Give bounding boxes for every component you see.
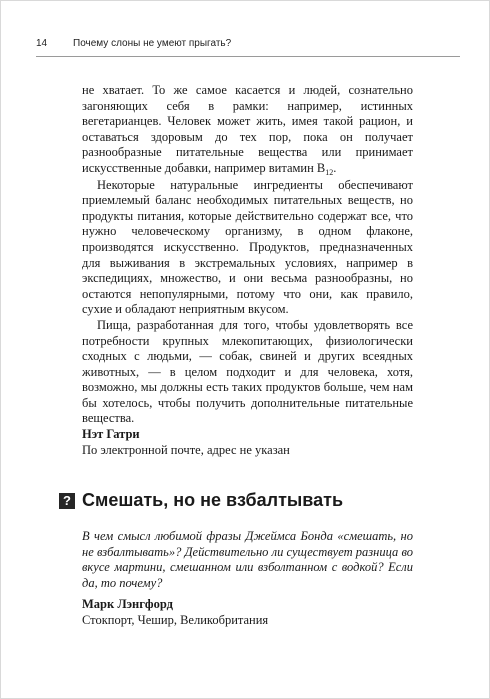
question-text: В чем смысл любимой фразы Джеймса Бонда «смешать, но не взбалтывать»? Действительно ли существует разница во вкусе мартини, смешанном или взболтанном с водкой? Если да, то почему? <box>82 529 413 590</box>
signature-name: Нэт Гатри <box>82 427 140 442</box>
running-title: Почему слоны не умеют прыгать? <box>73 38 232 49</box>
question-author <box>82 597 413 628</box>
running-header <box>36 38 460 49</box>
question-title: Смешать, но не взбалтывать <box>82 490 344 510</box>
question-heading <box>59 490 343 511</box>
header-rule <box>36 56 460 57</box>
signature-location: По электронной почте, адрес не указан <box>82 442 290 457</box>
question-body <box>82 529 413 591</box>
author-name: Марк Лэнгфорд <box>82 597 173 611</box>
question-mark-icon: ? <box>59 493 75 509</box>
answer-body <box>82 83 413 458</box>
vitamin-subscript: 12 <box>325 167 334 177</box>
page-number: 14 <box>36 38 48 49</box>
paragraph-1-text: не хватает. То же самое касается и людей, сознательно загоняющих себя в рамки: например, истинных вегетарианцев. Человек может жить, имея такой рацион, и оставаться здоровым до тех пор, пока он получает разнообразные питательные вещества или принимает искусственные добавки, например витамин B <box>82 83 413 175</box>
author-location: Стокпорт, Чешир, Великобритания <box>82 612 269 627</box>
paragraph-3: Пища, разработанная для того, чтобы удовлетворять все потребности крупных млекопитающих, физиологически сходных с людьми, — собак, свиней и других всеядных животных, — в целом подходит и для человека, хотя, возможно, мы должны есть таких продуктов больше, чем нам бы хотелось, чтобы получить дополнительные питательные вещества. <box>82 317 413 426</box>
paragraph-1-end: . <box>333 160 337 175</box>
paragraph-1 <box>82 83 413 178</box>
paragraph-2: Некоторые натуральные ингредиенты обеспечивают приемлемый баланс необходимых питательных веществ, но продукты питания, которые действительно содержат все, что нужно человеческому организму, в одном флаконе, производятся искусственно. Продуктов, предназначенных для выживания в экстремальных условиях, например в экспедициях, множество, и они весьма разнообразны, но остаются непопулярными, потому что они, как правило, сухие и обладают неприятным вкусом. <box>82 177 413 317</box>
